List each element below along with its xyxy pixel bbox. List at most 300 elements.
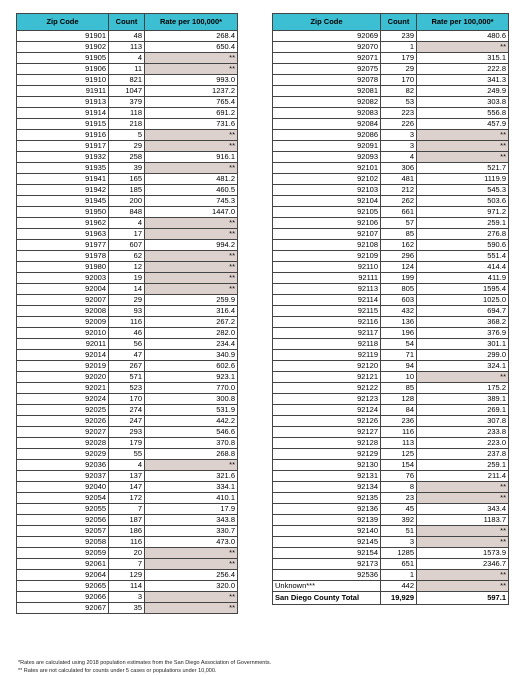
zip-code-cell: 91906 (17, 64, 109, 75)
count-cell: 10 (381, 372, 417, 383)
table-row (273, 196, 509, 207)
left-table-body (17, 31, 238, 614)
rate-cell: 343.4 (417, 504, 509, 515)
zip-code-cell: 91914 (17, 108, 109, 119)
rate-cell: 2346.7 (417, 559, 509, 570)
count-cell: 56 (109, 339, 145, 350)
rate-cell: 300.8 (145, 394, 238, 405)
count-cell: 1047 (109, 86, 145, 97)
rate-cell: 303.8 (417, 97, 509, 108)
unknown-row (273, 581, 509, 592)
rate-cell: 259.9 (145, 295, 238, 306)
rate-cell: 923.1 (145, 372, 238, 383)
zip-code-cell: 92024 (17, 394, 109, 405)
rate-cell: 259.1 (417, 460, 509, 471)
zip-code-cell: 92127 (273, 427, 381, 438)
table-row (17, 603, 238, 614)
zip-code-cell: 92021 (17, 383, 109, 394)
zip-code-cell: 92101 (273, 163, 381, 174)
rate-cell: 473.0 (145, 537, 238, 548)
count-cell: 62 (109, 251, 145, 262)
table-row (17, 405, 238, 416)
count-cell: 170 (381, 75, 417, 86)
count-cell: 196 (381, 328, 417, 339)
rate-cell: ** (145, 130, 238, 141)
table-row (273, 240, 509, 251)
table-row (17, 504, 238, 515)
count-cell: 35 (109, 603, 145, 614)
count-cell: 212 (381, 185, 417, 196)
total-rate: 597.1 (417, 592, 509, 605)
rate-cell: 602.6 (145, 361, 238, 372)
table-row (17, 64, 238, 75)
count-cell: 236 (381, 416, 417, 427)
zip-code-cell: 91905 (17, 53, 109, 64)
table-row (273, 515, 509, 526)
zip-code-cell: 92117 (273, 328, 381, 339)
rate-cell: 1119.9 (417, 174, 509, 185)
count-cell: 1285 (381, 548, 417, 559)
count-cell: 84 (381, 405, 417, 416)
rate-cell: 233.8 (417, 427, 509, 438)
zip-code-cell: 92108 (273, 240, 381, 251)
zip-code-cell: 92084 (273, 119, 381, 130)
table-row (273, 218, 509, 229)
count-cell: 3 (381, 141, 417, 152)
table-row (17, 526, 238, 537)
count-cell: 7 (109, 504, 145, 515)
rate-cell: ** (145, 218, 238, 229)
table-row (17, 42, 238, 53)
count-cell: 55 (109, 449, 145, 460)
zip-code-cell: 92067 (17, 603, 109, 614)
table-row (17, 482, 238, 493)
rate-cell: 222.8 (417, 64, 509, 75)
table-row (17, 53, 238, 64)
count-cell: 661 (381, 207, 417, 218)
rate-cell: ** (145, 141, 238, 152)
count-cell: 165 (109, 174, 145, 185)
rate-cell: 268.4 (145, 31, 238, 42)
zip-code-cell: 92054 (17, 493, 109, 504)
table-row (17, 570, 238, 581)
table-row (273, 526, 509, 537)
count-cell: 223 (381, 108, 417, 119)
rate-cell: ** (417, 141, 509, 152)
zip-code-cell: 92078 (273, 75, 381, 86)
table-row (273, 306, 509, 317)
zip-code-cell: 91942 (17, 185, 109, 196)
count-cell: 607 (109, 240, 145, 251)
rate-cell: ** (145, 603, 238, 614)
table-row (273, 361, 509, 372)
count-cell: 4 (109, 53, 145, 64)
table-row (273, 482, 509, 493)
rate-cell: 521.7 (417, 163, 509, 174)
zip-code-cell: 91941 (17, 174, 109, 185)
rate-cell: ** (145, 284, 238, 295)
rate-cell: 1183.7 (417, 515, 509, 526)
table-row (17, 306, 238, 317)
count-cell: 293 (109, 427, 145, 438)
zip-code-cell: 92069 (273, 31, 381, 42)
rate-cell: ** (417, 372, 509, 383)
count-cell: 125 (381, 449, 417, 460)
count-cell: 11 (109, 64, 145, 75)
rate-cell: ** (145, 262, 238, 273)
table-row (273, 350, 509, 361)
count-cell: 29 (381, 64, 417, 75)
rate-cell: ** (145, 592, 238, 603)
zip-code-cell: 92082 (273, 97, 381, 108)
unknown-label: Unknown*** (273, 581, 381, 592)
count-cell: 187 (109, 515, 145, 526)
table-row (17, 196, 238, 207)
table-row (17, 273, 238, 284)
zip-code-cell: 92071 (273, 53, 381, 64)
count-cell: 76 (381, 471, 417, 482)
table-row (17, 240, 238, 251)
zip-code-cell: 92026 (17, 416, 109, 427)
zip-code-cell: 92091 (273, 141, 381, 152)
count-cell: 136 (381, 317, 417, 328)
zip-code-cell: 92145 (273, 537, 381, 548)
zip-code-cell: 92059 (17, 548, 109, 559)
table-row (17, 537, 238, 548)
right-table-body (273, 31, 509, 581)
rate-cell: 765.4 (145, 97, 238, 108)
zip-code-cell: 92113 (273, 284, 381, 295)
count-cell: 48 (109, 31, 145, 42)
zip-code-cell: 92036 (17, 460, 109, 471)
rate-cell: 315.1 (417, 53, 509, 64)
unknown-count: 442 (381, 581, 417, 592)
rate-cell: 503.6 (417, 196, 509, 207)
count-cell: 118 (109, 108, 145, 119)
table-row (273, 559, 509, 570)
table-row (17, 592, 238, 603)
zip-code-cell: 92014 (17, 350, 109, 361)
zip-code-cell: 92128 (273, 438, 381, 449)
table-row (273, 229, 509, 240)
zip-code-cell: 92121 (273, 372, 381, 383)
zip-code-cell: 92135 (273, 493, 381, 504)
table-row (273, 405, 509, 416)
table-row (17, 130, 238, 141)
zip-code-cell: 92154 (273, 548, 381, 559)
rate-cell: 410.1 (145, 493, 238, 504)
zip-code-cell: 91917 (17, 141, 109, 152)
table-row (273, 163, 509, 174)
table-row (17, 97, 238, 108)
table-row (17, 284, 238, 295)
table-row (273, 548, 509, 559)
count-cell: 94 (381, 361, 417, 372)
table-row (273, 416, 509, 427)
rate-cell: 916.1 (145, 152, 238, 163)
count-cell: 3 (381, 130, 417, 141)
rate-cell: 340.9 (145, 350, 238, 361)
rate-cell: 442.2 (145, 416, 238, 427)
count-cell: 113 (109, 42, 145, 53)
table-row (273, 372, 509, 383)
zip-code-cell: 92129 (273, 449, 381, 460)
count-cell: 116 (109, 537, 145, 548)
rate-cell: 211.4 (417, 471, 509, 482)
table-row (17, 185, 238, 196)
zip-code-cell: 91915 (17, 119, 109, 130)
rate-cell: ** (417, 482, 509, 493)
count-cell: 296 (381, 251, 417, 262)
table-row (273, 251, 509, 262)
table-row (273, 273, 509, 284)
zip-code-header: Zip Code (17, 14, 109, 31)
table-row (17, 295, 238, 306)
zip-code-cell: 92011 (17, 339, 109, 350)
table-row (17, 86, 238, 97)
table-row (17, 427, 238, 438)
count-cell: 12 (109, 262, 145, 273)
rate-cell: ** (417, 537, 509, 548)
rate-cell: 334.1 (145, 482, 238, 493)
rate-cell: 276.8 (417, 229, 509, 240)
table-row (17, 416, 238, 427)
count-cell: 481 (381, 174, 417, 185)
rate-cell: 480.6 (417, 31, 509, 42)
rate-cell: ** (145, 273, 238, 284)
count-cell: 262 (381, 196, 417, 207)
count-cell: 571 (109, 372, 145, 383)
zip-code-cell: 92140 (273, 526, 381, 537)
table-row (17, 383, 238, 394)
zip-code-cell: 92104 (273, 196, 381, 207)
table-row (273, 339, 509, 350)
table-row (273, 438, 509, 449)
table-row (17, 515, 238, 526)
count-cell: 603 (381, 295, 417, 306)
zip-code-cell: 92070 (273, 42, 381, 53)
table-row (17, 229, 238, 240)
zip-code-cell: 92131 (273, 471, 381, 482)
table-row (273, 504, 509, 515)
zip-code-cell: 92114 (273, 295, 381, 306)
zip-code-cell: 92040 (17, 482, 109, 493)
rate-cell: 269.1 (417, 405, 509, 416)
table-row (17, 394, 238, 405)
zip-code-cell: 92130 (273, 460, 381, 471)
table-row (17, 372, 238, 383)
zip-code-cell: 92103 (273, 185, 381, 196)
zip-code-cell: 92083 (273, 108, 381, 119)
rate-cell: ** (417, 42, 509, 53)
header-row (17, 14, 238, 31)
table-row (273, 449, 509, 460)
count-cell: 113 (381, 438, 417, 449)
count-cell: 93 (109, 306, 145, 317)
zip-code-cell: 92056 (17, 515, 109, 526)
table-row (17, 317, 238, 328)
table-row (17, 438, 238, 449)
zip-code-cell: 91932 (17, 152, 109, 163)
rate-cell: 267.2 (145, 317, 238, 328)
table-row (273, 207, 509, 218)
zip-code-cell: 92004 (17, 284, 109, 295)
zip-code-cell: 92055 (17, 504, 109, 515)
rate-cell: ** (417, 570, 509, 581)
count-cell: 57 (381, 218, 417, 229)
rate-cell: 282.0 (145, 328, 238, 339)
footnote-rates: *Rates are calculated using 2018 population estimates from the San Diego Association of Governments. (18, 660, 272, 666)
count-cell: 392 (381, 515, 417, 526)
rate-cell: 268.8 (145, 449, 238, 460)
table-row (273, 262, 509, 273)
count-cell: 71 (381, 350, 417, 361)
zip-code-cell: 92027 (17, 427, 109, 438)
table-row (273, 427, 509, 438)
table-row (273, 460, 509, 471)
count-cell: 4 (109, 460, 145, 471)
rate-cell: 321.6 (145, 471, 238, 482)
rate-cell: 590.6 (417, 240, 509, 251)
count-cell: 20 (109, 548, 145, 559)
zip-code-cell: 92126 (273, 416, 381, 427)
zip-code-cell: 91901 (17, 31, 109, 42)
table-row (273, 493, 509, 504)
zip-code-cell: 92536 (273, 570, 381, 581)
left-zip-table (16, 13, 238, 614)
rate-cell: 259.1 (417, 218, 509, 229)
zip-code-cell: 92010 (17, 328, 109, 339)
zip-code-cell: 92065 (17, 581, 109, 592)
zip-code-cell: 92007 (17, 295, 109, 306)
rate-cell: 531.9 (145, 405, 238, 416)
count-cell: 124 (381, 262, 417, 273)
count-cell: 247 (109, 416, 145, 427)
count-cell: 14 (109, 284, 145, 295)
table-row (273, 394, 509, 405)
rate-cell: 556.8 (417, 108, 509, 119)
count-cell: 47 (109, 350, 145, 361)
count-cell: 258 (109, 152, 145, 163)
count-cell: 53 (381, 97, 417, 108)
table-row (17, 548, 238, 559)
table-row (17, 31, 238, 42)
rate-cell: 770.0 (145, 383, 238, 394)
rate-cell: 256.4 (145, 570, 238, 581)
rate-cell: 320.0 (145, 581, 238, 592)
total-label: San Diego County Total (273, 592, 381, 605)
zip-code-cell: 92020 (17, 372, 109, 383)
table-row (273, 130, 509, 141)
table-row (17, 207, 238, 218)
rate-cell: 237.8 (417, 449, 509, 460)
rate-cell: 994.2 (145, 240, 238, 251)
rate-cell: 1025.0 (417, 295, 509, 306)
zip-code-cell: 92008 (17, 306, 109, 317)
zip-code-cell: 91902 (17, 42, 109, 53)
count-cell: 179 (381, 53, 417, 64)
count-cell: 805 (381, 284, 417, 295)
table-row (273, 53, 509, 64)
zip-code-cell: 92123 (273, 394, 381, 405)
count-cell: 128 (381, 394, 417, 405)
zip-code-cell: 91911 (17, 86, 109, 97)
count-cell: 4 (381, 152, 417, 163)
footnote-suppression: ** Rates are not calculated for counts under 5 cases or populations under 10,000. (18, 668, 217, 674)
count-cell: 5 (109, 130, 145, 141)
table-row (17, 251, 238, 262)
rate-cell: ** (145, 251, 238, 262)
table-row (17, 460, 238, 471)
zip-code-cell: 92009 (17, 317, 109, 328)
rate-cell: 551.4 (417, 251, 509, 262)
rate-cell: ** (417, 493, 509, 504)
zip-code-cell: 91980 (17, 262, 109, 273)
rate-cell: ** (145, 460, 238, 471)
rate-cell: 545.3 (417, 185, 509, 196)
unknown-rate: ** (417, 581, 509, 592)
count-cell: 306 (381, 163, 417, 174)
count-cell: 218 (109, 119, 145, 130)
zip-code-cell: 92061 (17, 559, 109, 570)
rate-cell: 481.2 (145, 174, 238, 185)
count-cell: 116 (381, 427, 417, 438)
rate-cell: 301.1 (417, 339, 509, 350)
count-cell: 29 (109, 295, 145, 306)
zip-code-cell: 91962 (17, 218, 109, 229)
count-cell: 848 (109, 207, 145, 218)
table-row (273, 119, 509, 130)
count-cell: 172 (109, 493, 145, 504)
rate-cell: 299.0 (417, 350, 509, 361)
rate-cell: 175.2 (417, 383, 509, 394)
rate-cell: 731.6 (145, 119, 238, 130)
zip-code-cell: 91978 (17, 251, 109, 262)
zip-code-cell: 92116 (273, 317, 381, 328)
rate-cell: ** (417, 130, 509, 141)
rate-cell: ** (417, 152, 509, 163)
table-row (17, 262, 238, 273)
rate-cell: 376.9 (417, 328, 509, 339)
total-row (273, 592, 509, 605)
rate-cell: 971.2 (417, 207, 509, 218)
zip-code-cell: 92109 (273, 251, 381, 262)
count-cell: 7 (109, 559, 145, 570)
count-cell: 239 (381, 31, 417, 42)
rate-cell: 546.6 (145, 427, 238, 438)
zip-code-cell: 92105 (273, 207, 381, 218)
table-row (273, 64, 509, 75)
zip-code-cell: 92075 (273, 64, 381, 75)
count-cell: 17 (109, 229, 145, 240)
table-row (273, 570, 509, 581)
count-cell: 821 (109, 75, 145, 86)
count-cell: 1 (381, 570, 417, 581)
rate-cell: 460.5 (145, 185, 238, 196)
rate-cell: ** (145, 559, 238, 570)
zip-code-cell: 92081 (273, 86, 381, 97)
zip-code-cell: 92122 (273, 383, 381, 394)
table-row (17, 152, 238, 163)
count-header: Count (109, 14, 145, 31)
zip-code-cell: 92120 (273, 361, 381, 372)
table-row (17, 163, 238, 174)
count-cell: 432 (381, 306, 417, 317)
zip-code-cell: 92066 (17, 592, 109, 603)
rate-cell: 1447.0 (145, 207, 238, 218)
rate-cell: 1573.9 (417, 548, 509, 559)
count-cell: 162 (381, 240, 417, 251)
